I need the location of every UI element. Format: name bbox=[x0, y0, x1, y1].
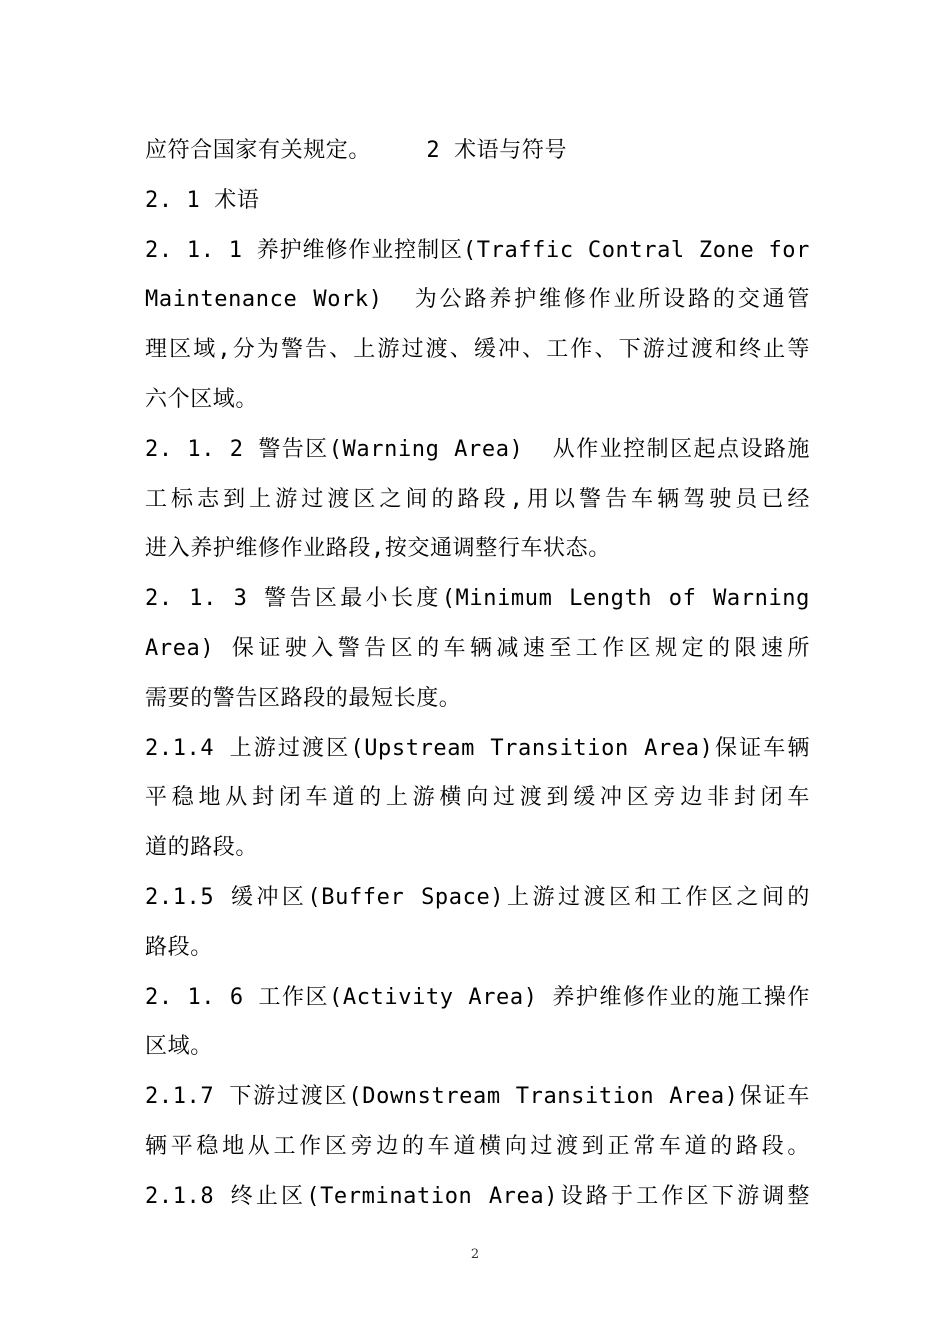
text-line: 平稳地从封闭车道的上游横向过渡到缓冲区旁边非封闭车 bbox=[145, 785, 810, 811]
text-line: 2.1.7 下游过渡区(Downstream Transition Area)保证车 bbox=[145, 1084, 810, 1110]
text-line: 六个区域。 bbox=[145, 386, 259, 412]
text-line: 2. 1. 2 警告区(Warning Area) 从作业控制区起点设路施 bbox=[145, 436, 810, 462]
text-line: 应符合国家有关规定。 2 术语与符号 bbox=[145, 138, 568, 163]
text-line: 区域。 bbox=[145, 1034, 213, 1060]
text-line: 进入养护维修作业路段,按交通调整行车状态。 bbox=[145, 536, 611, 562]
page-number: 2 bbox=[470, 1247, 480, 1262]
text-line: 2. 1. 1 养护维修作业控制区(Traffic Contral Zone for bbox=[145, 237, 810, 263]
text-line: 2.1.4 上游过渡区(Upstream Transition Area)保证车辆 bbox=[145, 735, 810, 761]
section-heading: 2. 1 术语 bbox=[145, 187, 260, 213]
text-line: 2. 1. 3 警告区最小长度(Minimum Length of Warning bbox=[145, 586, 810, 612]
text-line: Area) 保证驶入警告区的车辆减速至工作区规定的限速所 bbox=[145, 635, 810, 661]
text-line: 需要的警告区路段的最短长度。 bbox=[145, 685, 462, 711]
text-line: 道的路段。 bbox=[145, 835, 259, 861]
text-line: 路段。 bbox=[145, 934, 213, 960]
body-text bbox=[145, 126, 810, 1222]
text-line: 2. 1. 6 工作区(Activity Area) 养护维修作业的施工操作 bbox=[145, 984, 810, 1010]
text-line: 2.1.5 缓冲区(Buffer Space)上游过渡区和工作区之间的 bbox=[145, 884, 810, 910]
text-line: 2.1.8 终止区(Termination Area)设路于工作区下游调整 bbox=[145, 1183, 810, 1209]
text-line: Maintenance Work) 为公路养护维修作业所设路的交通管 bbox=[145, 287, 810, 313]
text-line: 工标志到上游过渡区之间的路段,用以警告车辆驾驶员已经 bbox=[145, 486, 810, 512]
text-line: 辆平稳地从工作区旁边的车道横向过渡到正常车道的路段。 bbox=[145, 1133, 810, 1159]
text-line: 理区域,分为警告、上游过渡、缓冲、工作、下游过渡和终止等 bbox=[145, 337, 810, 363]
